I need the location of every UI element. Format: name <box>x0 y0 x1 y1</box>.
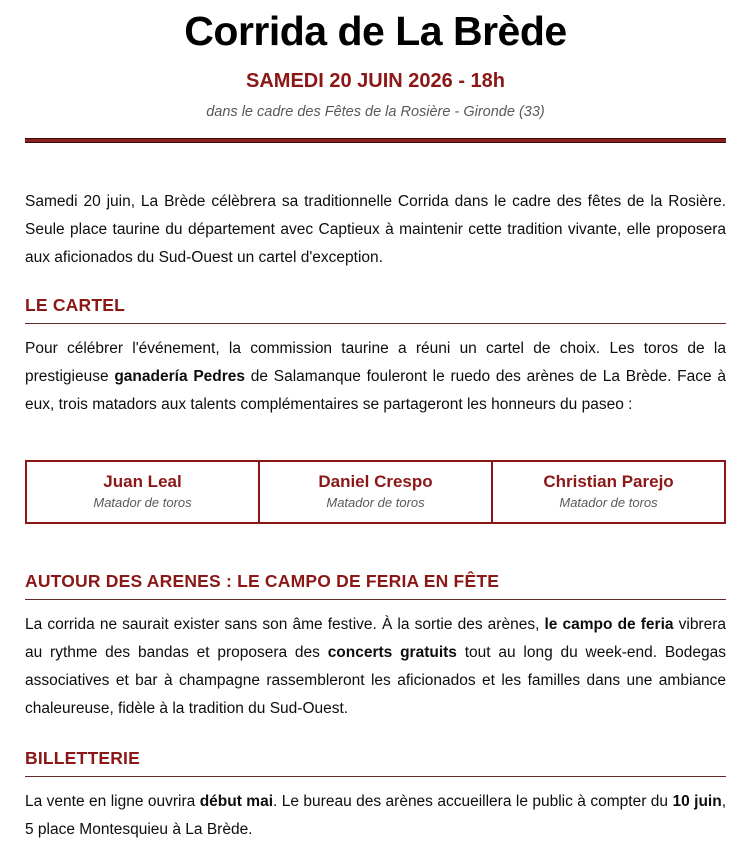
section-heading-autour: AUTOUR DES ARENES : LE CAMPO DE FERIA EN FÊTE <box>25 571 726 600</box>
matador-role: Matador de toros <box>559 495 658 511</box>
section-heading-billetterie: BILLETTERIE <box>25 748 726 777</box>
event-context: dans le cadre des Fêtes de la Rosière - Gironde (33) <box>206 104 545 121</box>
cartel-paragraph: Pour célébrer l'événement, la commission taurine a réuni un cartel de choix. Les toros de la prestigieuse ganadería Pedres de Salamanque fouleront le ruedo des arènes de La Brède. Face à eux, trois matadors aux talents complémentaires se partageront les honneurs du paseo : <box>25 340 727 414</box>
matador-name: Daniel Crespo <box>318 472 433 492</box>
matador-name: Christian Parejo <box>543 472 674 492</box>
header-rule <box>25 138 726 143</box>
section-cartel <box>25 295 726 524</box>
cartel-table <box>25 460 726 524</box>
billetterie-paragraph: La vente en ligne ouvrira début mai. Le bureau des arènes accueillera le public à compter du 10 juin, 5 place Montesquieu à La Brède. <box>25 793 727 839</box>
cartel-table-row <box>26 461 725 523</box>
matador-name: Juan Leal <box>103 472 182 492</box>
event-date: SAMEDI 20 JUIN 2026 - 18h <box>246 70 505 93</box>
cartel-cell <box>259 461 492 523</box>
section-autour-des-arenes <box>25 571 726 723</box>
cartel-cell <box>26 461 259 523</box>
matador-role: Matador de toros <box>326 495 425 511</box>
intro-paragraph: Samedi 20 juin, La Brède célèbrera sa traditionnelle Corrida dans le cadre des fêtes de la Rosière. Seule place taurine du département avec Captieux à maintenir cette tradition vivante, elle proposera aux aficionados du Sud-Ouest un cartel d'exception. <box>25 193 726 267</box>
page-title: Corrida de La Brède <box>184 8 567 54</box>
autour-paragraph: La corrida ne saurait exister sans son âme festive. À la sortie des arènes, le campo de feria vibrera au rythme des bandas et proposera des concerts gratuits tout au long du week-end. Bodegas associatives et bar à champagne rassembleront les aficionados et les familles dans une ambiance chaleureuse, fidèle à la tradition du Sud-Ouest. <box>25 616 727 718</box>
matador-role: Matador de toros <box>93 495 192 511</box>
cartel-cell <box>492 461 725 523</box>
document-header <box>25 8 726 143</box>
section-billetterie <box>25 748 726 844</box>
section-heading-cartel: LE CARTEL <box>25 295 726 324</box>
